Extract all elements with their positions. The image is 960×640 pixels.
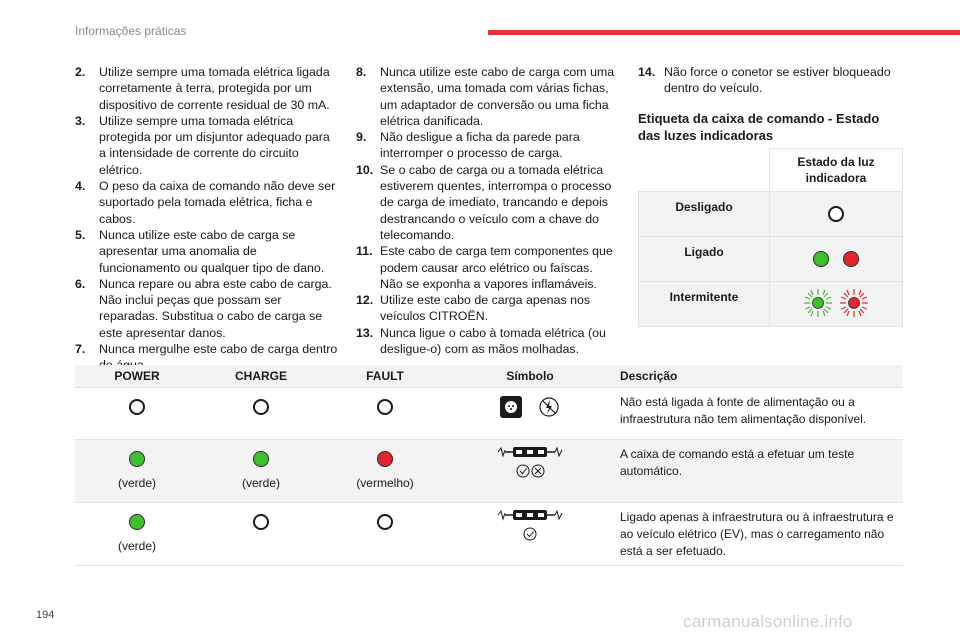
red-light-icon [843, 251, 859, 267]
power-color-label: (verde) [117, 539, 156, 553]
table-row [75, 388, 903, 440]
list-item: 5. Nunca utilize este cabo de carga se apresentar uma anomalia de funcionamento ou qualquer tipo de dano. [75, 227, 325, 275]
table-row [639, 237, 903, 282]
charge-color-label: (verde) [241, 476, 280, 490]
state-label: Intermitente [639, 282, 770, 327]
watermark: carmanualsonline.info [683, 612, 853, 631]
table-row [75, 440, 903, 503]
list-item: 3. Utilize sempre uma tomada elétrica protegida por um disjuntor adequado para a intensidade de corrente do circuito elétrico. [75, 113, 330, 177]
state-label: Ligado [639, 237, 770, 282]
power-green-light-icon [129, 451, 145, 467]
section-title: Etiqueta da caixa de comando - Estado das luzes indicadoras [638, 110, 880, 143]
column-header-symbol: Símbolo [447, 365, 613, 388]
no-power-icon [538, 396, 560, 418]
table-header-row [75, 365, 903, 388]
column-header-charge: CHARGE [199, 365, 323, 388]
description-cell: A caixa de comando está a efetuar um teste automático. [613, 440, 903, 503]
table-row [75, 503, 903, 566]
power-light-off-icon [129, 399, 145, 415]
list-item: 13. Nunca ligue o cabo à tomada elétrica (ou desligue-o) com as mãos molhadas. [356, 325, 606, 357]
fault-light-off-icon [377, 514, 393, 530]
table-row [639, 192, 903, 237]
light-off-icon [770, 192, 903, 237]
table-row [639, 282, 903, 327]
column-header-power: POWER [75, 365, 199, 388]
charge-light-off-icon [253, 399, 269, 415]
description-cell: Não está ligada à fonte de alimentação ou a infraestrutura não tem alimentação disponível. [613, 388, 903, 440]
page-header-title: Informações práticas [75, 24, 187, 38]
column-header-description: Descrição [613, 365, 903, 388]
power-green-light-icon [129, 514, 145, 530]
charge-green-light-icon [253, 451, 269, 467]
light-state-header: Estado da luz indicadora [770, 149, 903, 192]
list-item: 2. Utilize sempre uma tomada elétrica ligada corretamente à terra, protegida por um dispositivo de corrente residual de 30 mA. [75, 65, 330, 112]
state-label: Desligado [639, 192, 770, 237]
fault-color-label: (vermelho) [356, 476, 414, 490]
fault-red-light-icon [377, 451, 393, 467]
light-state-table [638, 148, 903, 327]
list-item: 8. Nunca utilize este cabo de carga com uma extensão, uma tomada com várias fichas, um adaptador de conversão ou uma ficha elétrica danificada. [356, 65, 615, 128]
instructions-column-2 [356, 64, 618, 357]
list-item: 9. Não desligue a ficha da parede para interromper o processo de carga. [356, 130, 580, 161]
list-item: 11. Este cabo de carga tem componentes que podem causar arco elétrico ou faíscas. Não se exponha a vapores inflamáveis. [356, 244, 613, 291]
plug-icon [500, 396, 522, 418]
list-item: 10. Se o cabo de carga ou a tomada elétrica estiverem quentes, interrompa o processo de carga de imediato, trancando e depois destrancando o veículo com a chave do telecomando. [356, 162, 612, 242]
column-header-fault: FAULT [323, 365, 447, 388]
instructions-column-1 [75, 64, 340, 374]
list-item: 12. Utilize este cabo de carga apenas nos veículos CITROËN. [356, 293, 591, 324]
charge-light-off-icon [253, 514, 269, 530]
status-table [75, 365, 903, 566]
control-box-connected-icon [495, 509, 565, 543]
table-header-row [639, 149, 903, 192]
instructions-column-3 [638, 64, 904, 144]
page-number: 194 [36, 609, 55, 621]
list-item: 7. Nunca mergulhe este cabo de carga dentro [75, 342, 338, 357]
description-cell: Ligado apenas à infraestrutura ou à infraestrutura e ao veículo elétrico (EV), mas o carregamento não está a ser efetuado. [613, 503, 903, 566]
blinking-lights-icon [800, 286, 872, 320]
green-light-icon [813, 251, 829, 267]
control-box-test-icon [495, 446, 565, 480]
header-accent-bar [488, 30, 960, 35]
list-item: 14. Não force o conetor se estiver bloqueado dentro do veículo. [638, 65, 891, 96]
list-item: 4. O peso da caixa de comando não deve ser suportado pela tomada elétrica, ficha e cabos. [75, 179, 336, 226]
list-item: 6. Nunca repare ou abra este cabo de carga. Não inclui peças que possam ser reparadas. Substitua o cabo de carga se este apresentar danos. [75, 276, 332, 340]
fault-light-off-icon [377, 399, 393, 415]
power-color-label: (verde) [117, 476, 156, 490]
